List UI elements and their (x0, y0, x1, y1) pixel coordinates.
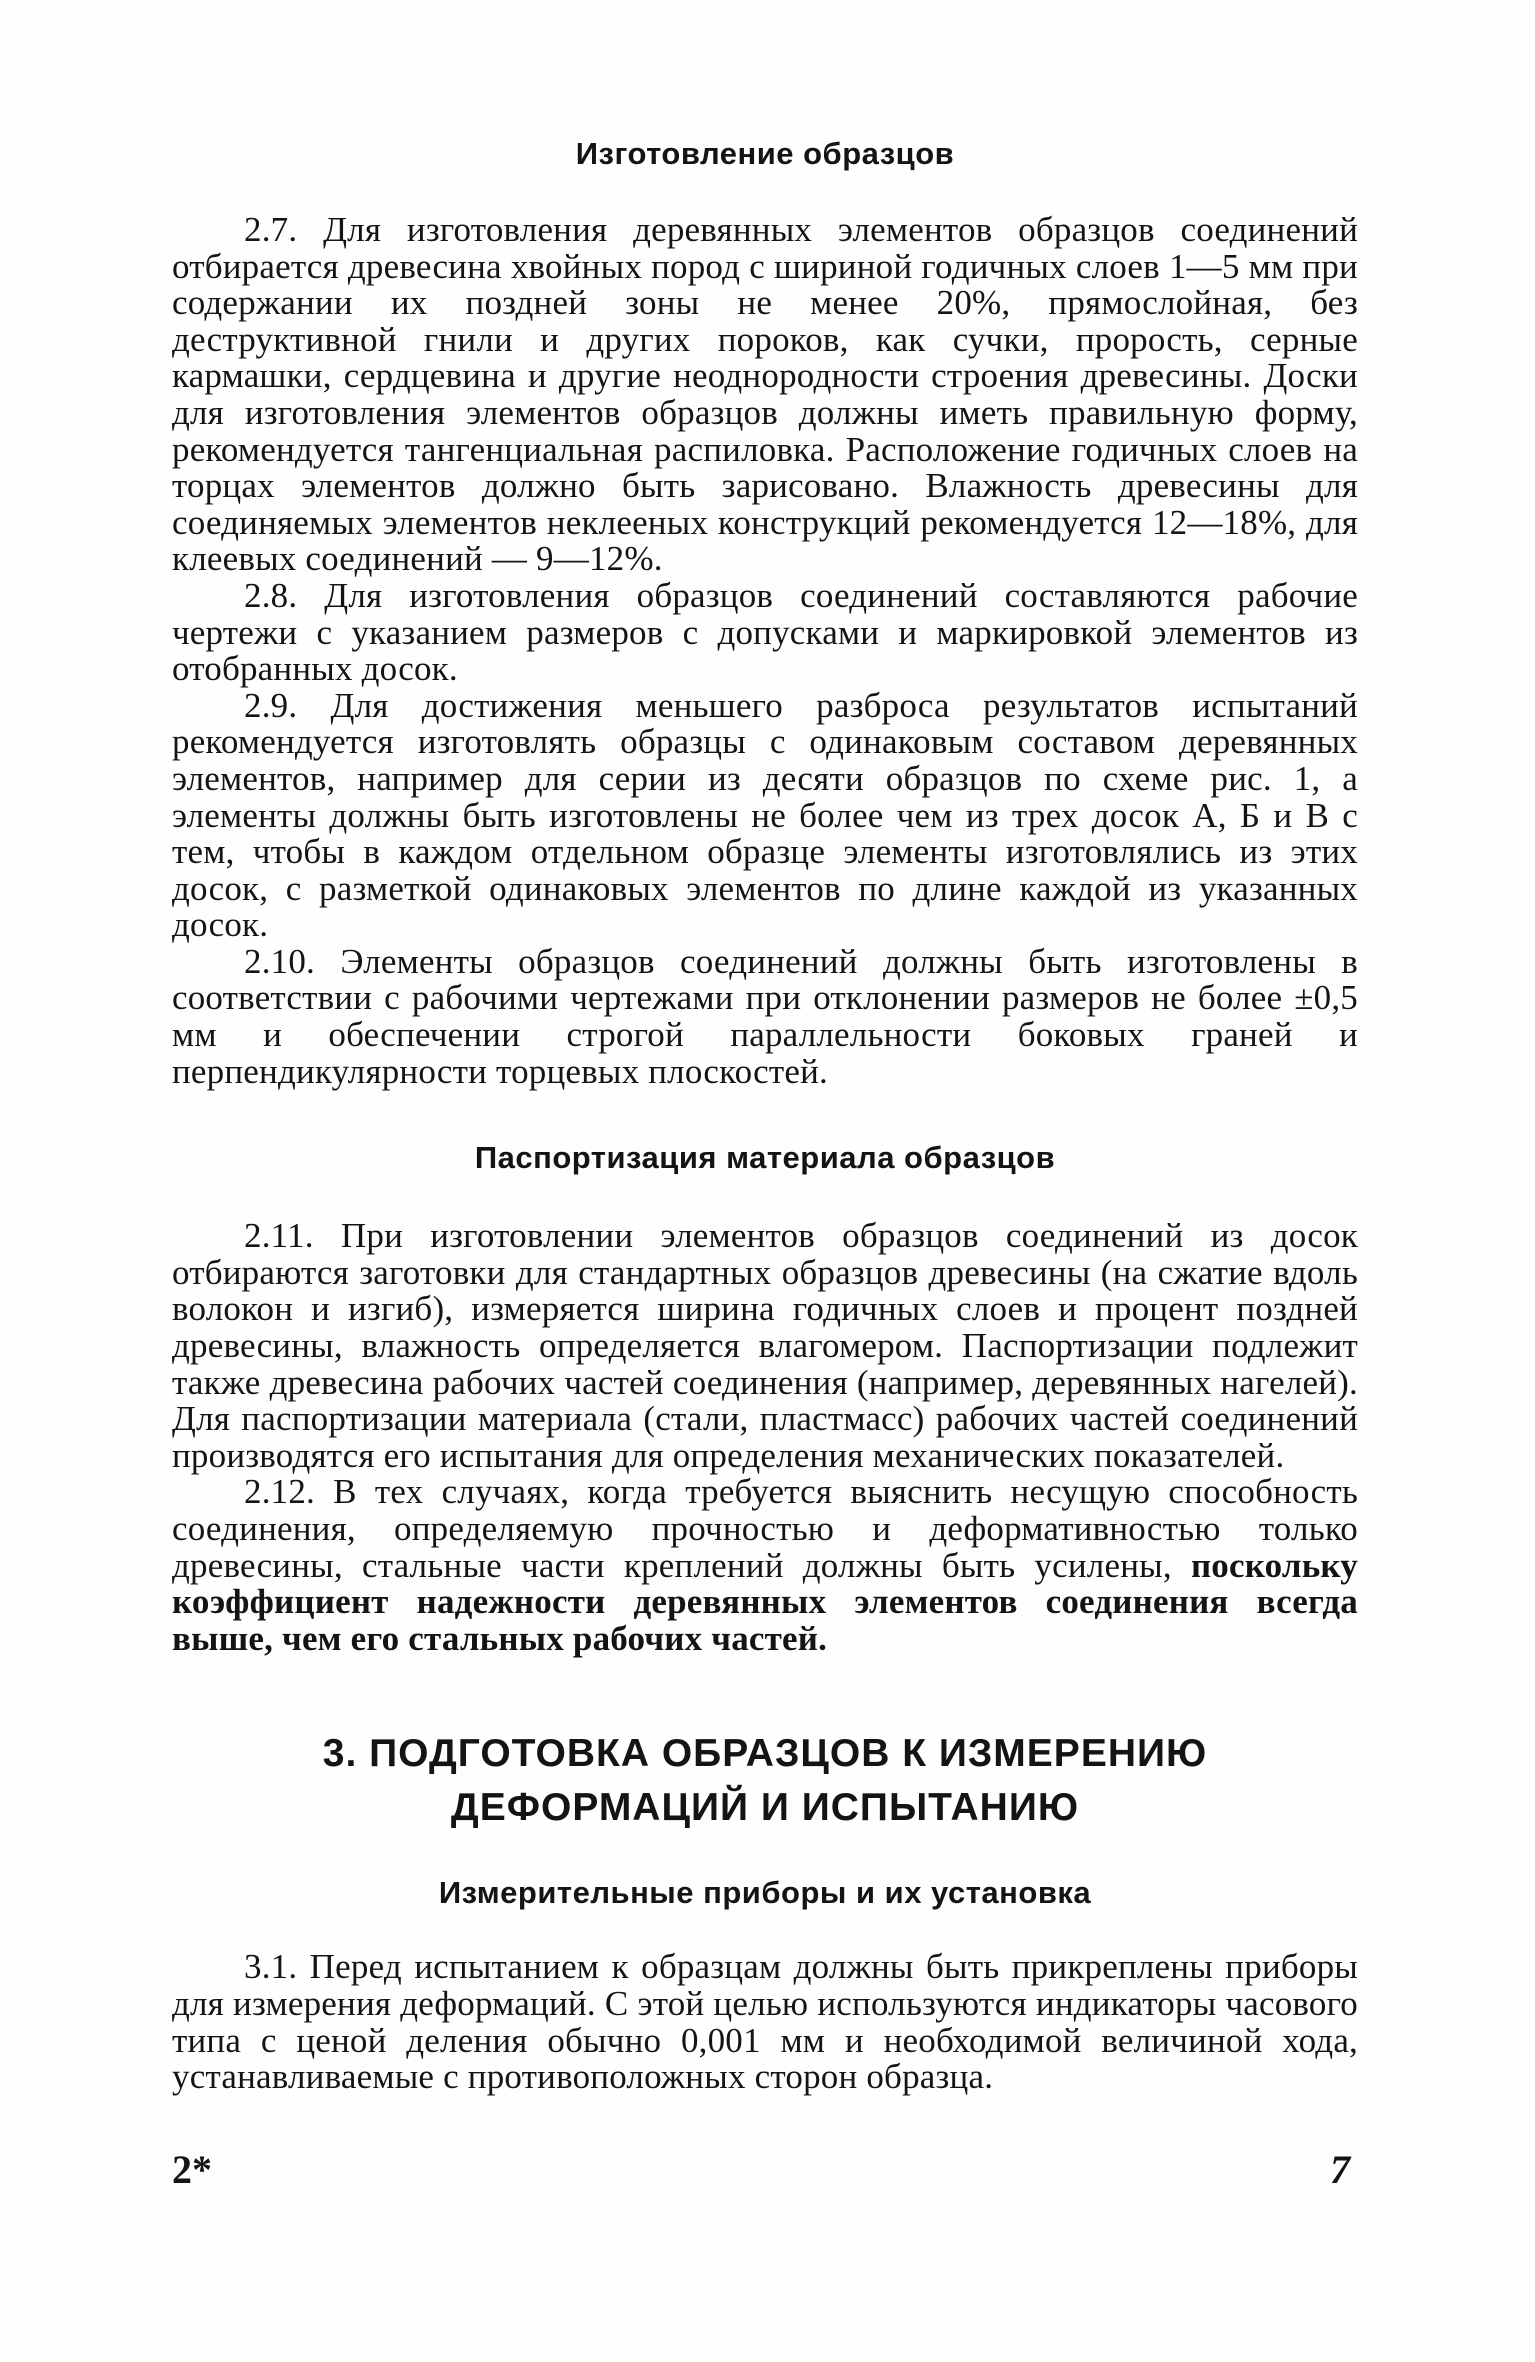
chapter-heading-line-1: 3. ПОДГОТОВКА ОБРАЗЦОВ К ИЗМЕРЕНИЮ (322, 1732, 1208, 1776)
signature-mark: 2* (172, 2147, 212, 2192)
paragraph-2-8: 2.8. Для изготовления образцов соединений составляются рабочие чертежи с указанием размеров с допусками и маркировкой элементов из отобранных досок. (172, 575, 1358, 689)
page-number: 7 (1330, 2147, 1350, 2192)
paragraph-2-9: 2.9. Для достижения меньшего разброса результатов испытаний рекомендуется изготовлять образцы с одинаковым составом деревянных элементов, например для серии из десяти образцов по схеме рис. 1, а элементы должны быть изготовлены не более чем из трех досок А, Б и В с тем, чтобы в каждом отдельном образце элементы изготовлялись из этих досок, с разметкой одинаковых элементов по длине каждой из указанных досок. (172, 685, 1358, 945)
paragraph-2-12-text: 2.12. В тех случаях, когда требуется выяснить несущую способность соединения, определяемую прочностью и деформативностью только древесины, стальные части креплений должны быть усилены, (172, 1472, 1358, 1585)
page-content (172, 136, 1358, 2096)
paragraph-2-7: 2.7. Для изготовления деревянных элементов образцов соединений отбирается древесина хвойных пород с шириной годичных слоев 1—5 мм при содержании их поздней зоны не менее 20%, прямослойная, без деструктивной гнили и других пороков, как сучки, прорость, серные кармашки, сердцевина и другие неоднородности строения древесины. Доски для изготовления элементов образцов должны иметь правильную форму, рекомендуется тангенциальная распиловка. Расположение годичных слоев на торцах элементов должно быть зарисовано. Влажность древесины для соединяемых элементов неклееных конструкций рекомендуется 12—18%, для клеевых соединений — 9—12%. (172, 210, 1358, 579)
paragraph-2-12-bold-tail: поскольку коэффициент надежности деревянных элементов соединения всегда выше, чем его стальных рабочих частей. (172, 1545, 1358, 1658)
section-heading-manufacturing: Изготовление образцов (575, 136, 955, 171)
paragraph-2-11: 2.11. При изготовлении элементов образцов соединений из досок отбираются заготовки для стандартных образцов древесины (на сжатие вдоль волокон и изгиб), измеряется ширина годичных слоев и процент поздней древесины, влажность определяется влагомером. Паспортизации подлежит также древесина рабочих частей соединения (например, деревянных нагелей). Для паспортизации материала (стали, пластмасс) рабочих частей соединений производятся его испытания для определения механических показателей. (172, 1216, 1358, 1475)
paragraph-3-1: 3.1. Перед испытанием к образцам должны быть прикреплены приборы для измерения деформаций. С этой целью используются индикаторы часового типа с ценой деления обычно 0,001 мм и необходимой величиной хода, устанавливаемые с противоположных сторон образца. (172, 1947, 1358, 2097)
section-heading-instruments: Измерительные приборы и их установка (438, 1875, 1092, 1911)
paragraph-2-10: 2.10. Элементы образцов соединений должны быть изготовлены в соответствии с рабочими чертежами при отклонении размеров не более ±0,5 мм и обеспечении строгой параллельности боковых граней и перпендикулярности торцевых плоскостей. (172, 941, 1358, 1091)
section-heading-passport: Паспортизация материала образцов (474, 1140, 1056, 1176)
chapter-heading-line-2: ДЕФОРМАЦИЙ И ИСПЫТАНИЮ (450, 1786, 1080, 1830)
paragraph-2-12 (172, 1474, 1358, 1657)
chapter-heading (172, 1727, 1358, 1835)
